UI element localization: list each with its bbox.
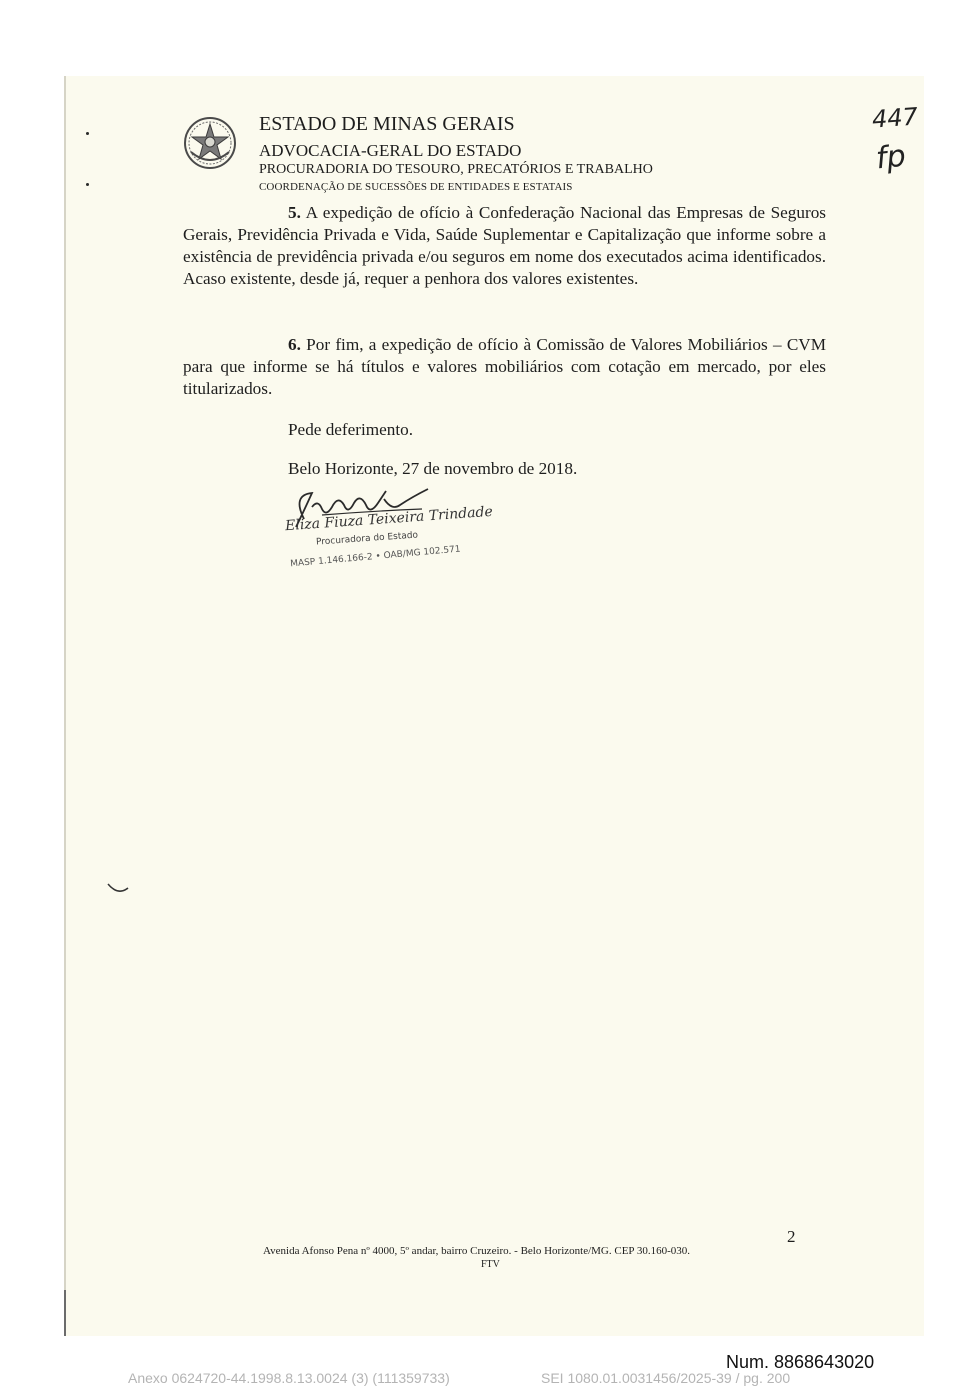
scan-speck: [86, 183, 89, 186]
paragraph-6: [183, 334, 826, 400]
header-department: PROCURADORIA DO TESOURO, PRECATÓRIOS E TRABALHO: [259, 162, 653, 177]
paragraph-5-text: A expedição de ofício à Confederação Nacional das Empresas de Seguros Gerais, Previdência Privada e Vida, Saúde Suplementar e Capitalização que informe sobre a existência de previdência privada e/ou seguros em nome dos executados acima identificados. Acaso existente, desde já, requer a penhora dos valores existentes.: [183, 203, 826, 288]
closing-line: Pede deferimento.: [288, 420, 414, 439]
scan-edge: [64, 1290, 66, 1336]
paragraph-5: [183, 202, 826, 290]
footer-initials: FTV: [481, 1259, 500, 1270]
handwritten-folio-number: 447: [871, 102, 919, 134]
place-date: Belo Horizonte, 27 de novembro de 2018.: [288, 459, 578, 478]
sei-reference: SEI 1080.01.0031456/2025-39 / pg. 200: [541, 1370, 791, 1386]
signatory-name: Eliza Fiuza Teixeira Trindade: [284, 503, 494, 535]
paragraph-5-number: 5.: [288, 203, 301, 222]
header-state-name: ESTADO DE MINAS GERAIS: [259, 113, 515, 135]
footer-address: Avenida Afonso Pena nº 4000, 5º andar, bairro Cruzeiro. - Belo Horizonte/MG. CEP 30.160-030.: [263, 1245, 691, 1257]
handwritten-initials: fp: [874, 138, 908, 177]
document-number: Num. 8868643020: [726, 1352, 875, 1372]
header-coordination: COORDENAÇÃO DE SUCESSÕES DE ENTIDADES E ESTATAIS: [259, 181, 573, 193]
punch-hole-mark: [106, 880, 130, 896]
page-number: 2: [787, 1227, 796, 1246]
scan-speck: [86, 132, 89, 135]
signatory-registration: MASP 1.146.166-2 • OAB/MG 102.571: [289, 544, 461, 570]
annex-reference: Anexo 0624720-44.1998.8.13.0024 (3) (111359733): [128, 1370, 450, 1386]
coat-of-arms-icon: [183, 116, 237, 170]
signatory-role: Procuradora do Estado: [315, 530, 419, 548]
header-agency: ADVOCACIA-GERAL DO ESTADO: [259, 141, 522, 160]
paragraph-6-number: 6.: [288, 335, 301, 354]
paragraph-6-text: Por fim, a expedição de ofício à Comissão de Valores Mobiliários – CVM para que informe se há títulos e valores mobiliários com cotação em mercado, por eles titularizados.: [183, 335, 826, 398]
